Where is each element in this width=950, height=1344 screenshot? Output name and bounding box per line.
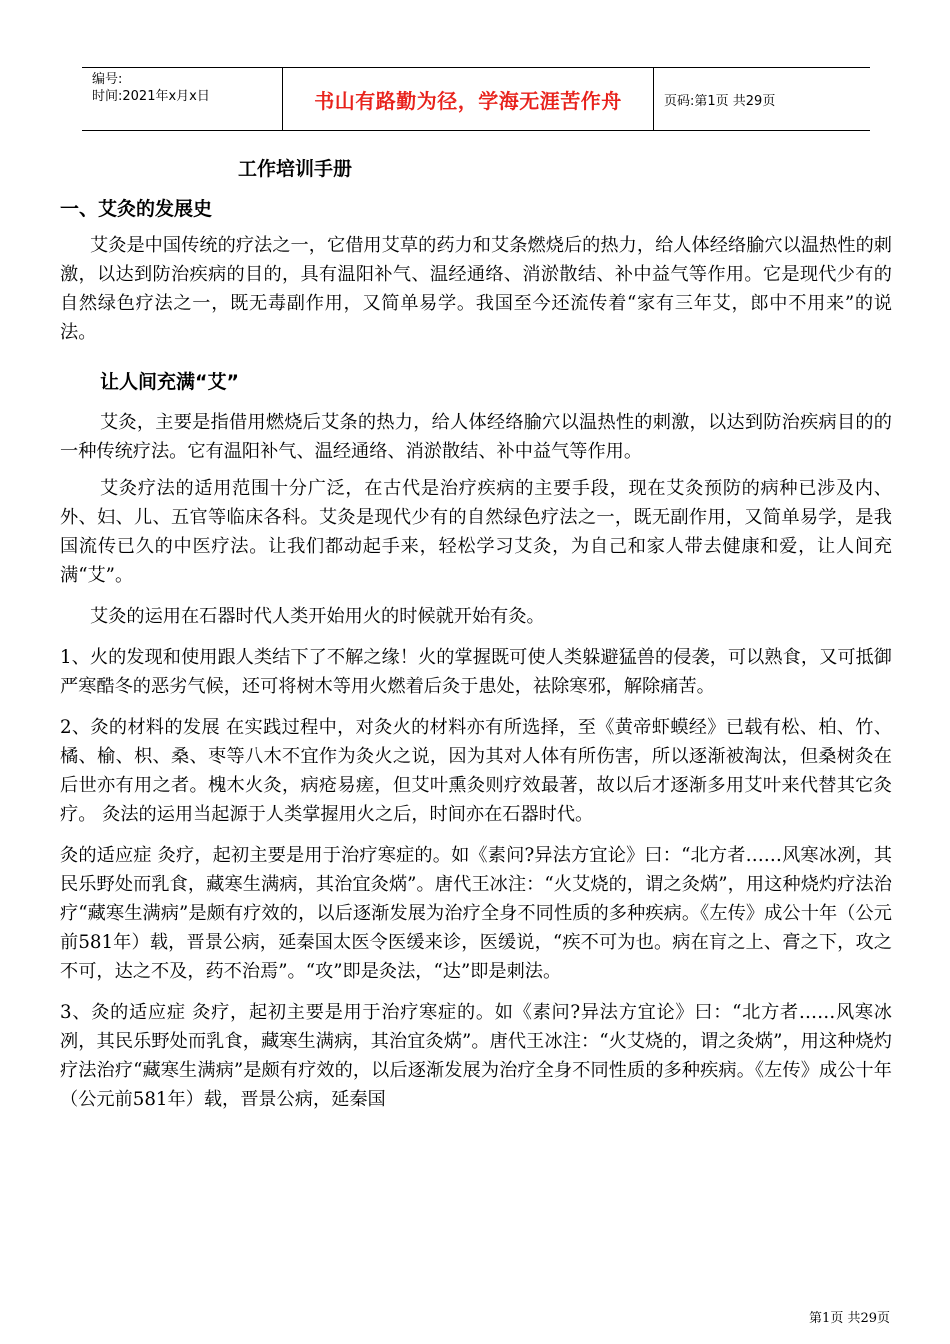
header-page-info: 页码:第1页 共29页	[664, 93, 776, 109]
paragraph-scope: 艾灸疗法的适用范围十分广泛，在古代是治疗疾病的主要手段，现在艾灸预防的病种已涉及内、外、妇、儿、五官等临床各科。艾灸是现代少有的自然绿色疗法之一，既无副作用，又简单易学，是我国流传已久的中医疗法。让我们都动起手来，轻松学习艾灸，为自己和家人带去健康和爱，让人间充满“艾”。	[60, 478, 892, 586]
header-meta	[82, 68, 282, 130]
section-heading: 一、艾灸的发展史	[60, 198, 213, 220]
document-title: 工作培训手册	[238, 158, 353, 180]
subheading: 让人间充满“艾”	[100, 371, 239, 393]
paragraph-indications-3: 3、灸的适应症 灸疗，起初主要是用于治疗寒症的。如《素问?异法方宜论》曰：“北方者……风寒冰冽，其民乐野处而乳食，藏寒生满病，其治宜灸焫”。唐代王冰注：“火艾烧的，谓之灸焫”，用这种烧灼疗法治疗“藏寒生满病”是颇有疗效的，以后逐渐发展为治疗全身不同性质的多种疾病。《左传》成公十年（公元前581年）载，晋景公病，延秦国	[60, 1002, 892, 1110]
document-number-label: 编号:	[92, 72, 123, 87]
document-time-label: 时间:2021年x月x日	[92, 89, 210, 104]
paragraph-materials: 2、灸的材料的发展 在实践过程中，对灸火的材料亦有所选择，至《黄帝虾蟆经》已载有松、柏、竹、橘、榆、枳、桑、枣等八木不宜作为灸火之说，因为其对人体有所伤害，所以逐渐被淘汰，但桑树灸在后世亦有用之者。槐木火灸，病疮易瘥，但艾叶熏灸则疗效最著，故以后才逐渐多用艾叶来代替其它灸疗。 灸法的运用当起源于人类掌握用火之后，时间亦在石器时代。	[60, 717, 892, 825]
page-header	[82, 67, 870, 131]
header-motto: 书山有路勤为径，学海无涯苦作舟	[282, 68, 654, 130]
document-body	[60, 146, 892, 1126]
paragraph-origin: 艾灸的运用在石器时代人类开始用火的时候就开始有灸。	[90, 606, 545, 627]
paragraph-intro: 艾灸是中国传统的疗法之一，它借用艾草的药力和艾条燃烧后的热力，给人体经络腧穴以温热性的刺激，以达到防治疾病的目的，具有温阳补气、温经通络、消淤散结、补中益气等作用。它是现代少有的自然绿色疗法之一，既无毒副作用，又简单易学。我国至今还流传着“家有三年艾，郎中不用来”的说法。	[60, 235, 892, 343]
page-footer: 第1页 共29页	[809, 1311, 890, 1326]
paragraph-indications: 灸的适应症 灸疗，起初主要是用于治疗寒症的。如《素问?异法方宜论》曰：“北方者……风寒冰冽，其民乐野处而乳食，藏寒生满病，其治宜灸焫”。唐代王冰注：“火艾烧的，谓之灸焫”，用这种烧灼疗法治疗“藏寒生满病”是颇有疗效的，以后逐渐发展为治疗全身不同性质的多种疾病。《左传》成公十年（公元前581年）载，晋景公病，延秦国太医令医缓来诊，医缓说，“疾不可为也。病在肓之上、膏之下，攻之不可，达之不及，药不治焉”。“攻”即是灸法，“达”即是刺法。	[60, 845, 892, 982]
paragraph-definition: 艾灸，主要是指借用燃烧后艾条的热力，给人体经络腧穴以温热性的刺激，以达到防治疾病目的的一种传统疗法。它有温阳补气、温经通络、消淤散结、补中益气等作用。	[60, 412, 892, 462]
paragraph-fire: 1、火的发现和使用跟人类结下了不解之缘！火的掌握既可使人类躲避猛兽的侵袭，可以熟食，又可抵御严寒酷冬的恶劣气候，还可将树木等用火燃着后灸于患处，祛除寒邪，解除痛苦。	[60, 647, 892, 697]
